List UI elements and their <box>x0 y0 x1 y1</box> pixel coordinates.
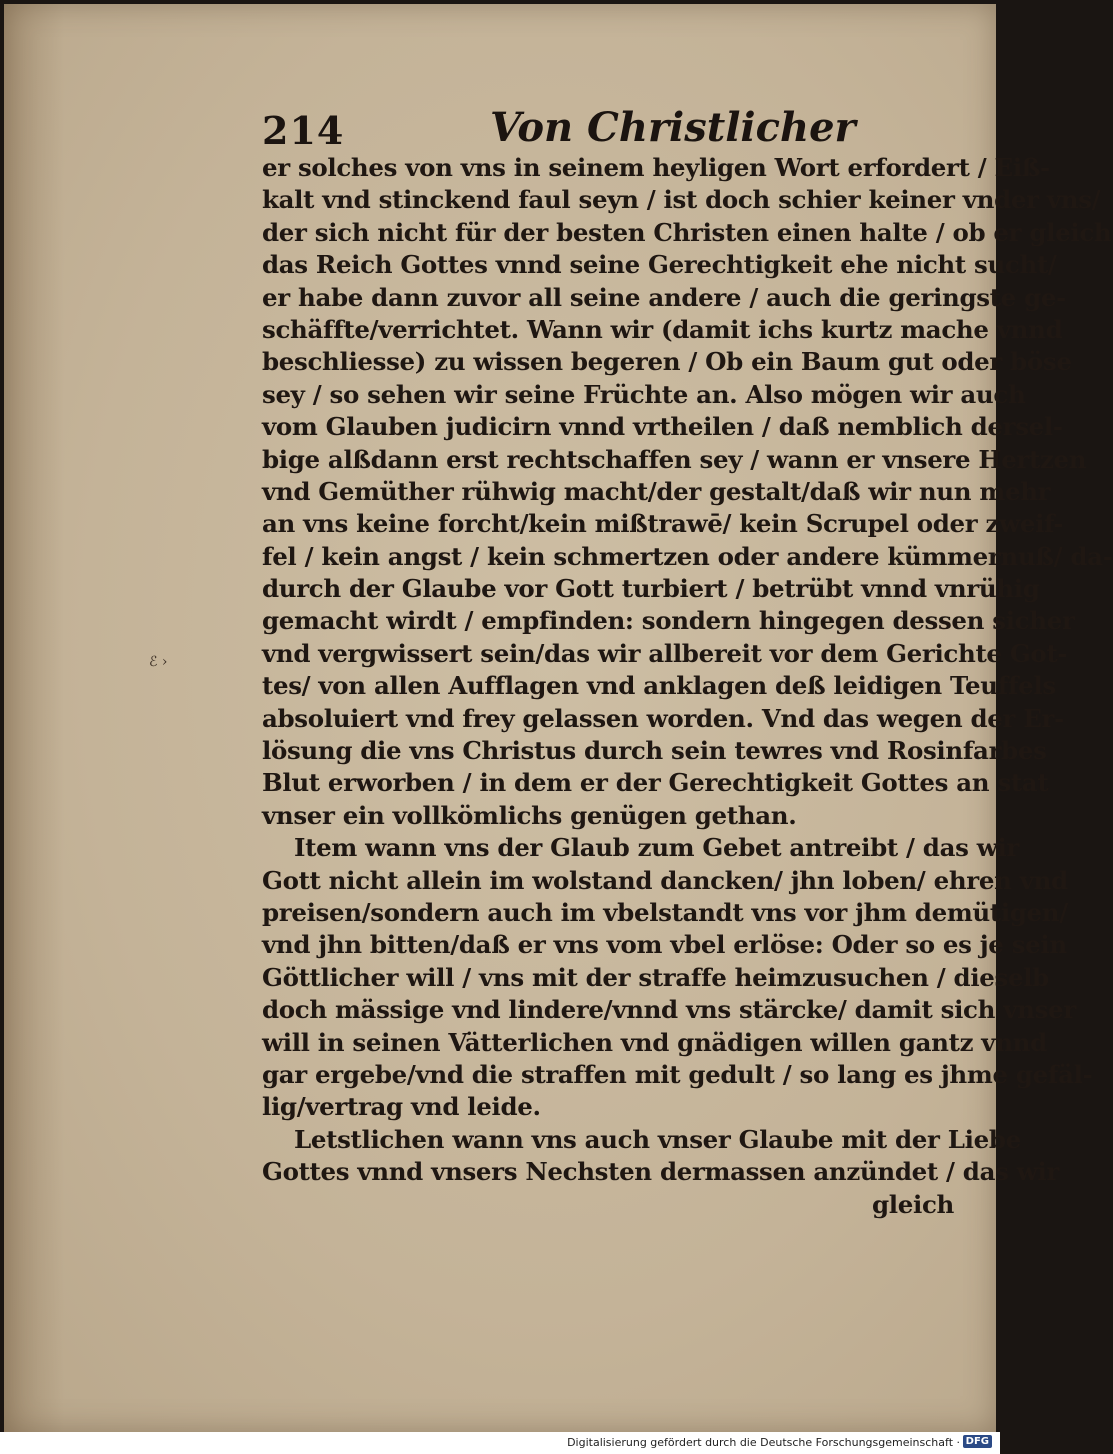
text-line: bige alßdann erst rechtschaffen sey / wann er vnsere Hertzen <box>262 444 1087 474</box>
text-line: er solches von vns in seinem heyligen Wort erfordert / Eiß- <box>262 153 1050 182</box>
text-line: gar ergebe/vnd die straffen mit gedult / so lang es jhme gefäl- <box>262 1059 1093 1089</box>
text-line: gemacht wirdt / empfinden: sondern hingegen dessen sicher <box>262 606 1075 636</box>
text-line: doch mässige vnd lindere/vnnd vns stärcke/ damit sich vnser <box>262 995 1076 1025</box>
body-text <box>262 152 1113 1221</box>
text-line: vnd Gemüther rühwig macht/der gestalt/daß wir nun mehr <box>262 476 1051 506</box>
text-line: Göttlicher will / vns mit der straffe heimzusuchen / dieselb <box>262 962 1049 992</box>
text-line: das Reich Gottes vnnd seine Gerechtigkeit ehe nicht sucht/ <box>262 250 1057 280</box>
footer-bar <box>0 1432 1000 1454</box>
text-line: vnser ein vollkömlichs genügen gethan. <box>262 800 797 830</box>
text-line: absoluiert vnd frey gelassen worden. Vnd das wegen der Er- <box>262 703 1064 733</box>
text-line: vom Glauben judicirn vnnd vrtheilen / daß nemblich dersel- <box>262 412 1063 442</box>
book-page <box>4 4 1113 1432</box>
paragraph-start-line: Item wann vns der Glaub zum Gebet antreibt / das wir <box>294 833 1019 863</box>
text-line: der sich nicht für der besten Christen einen halte / ob er gleich <box>262 217 1112 247</box>
paragraph-start-line: Letstlichen wann vns auch vnser Glaube mit der Liebe <box>294 1124 1021 1154</box>
text-line: er habe dann zuvor all seine andere / auch die geringste ge- <box>262 282 1066 312</box>
text-line: schäffte/verrichtet. Wann wir (damit ichs kurtz mache vnnd <box>262 314 1063 344</box>
margin-mark: ℰ › <box>149 654 168 670</box>
dfg-logo: DFG <box>963 1435 992 1448</box>
text-line: kalt vnd stinckend faul seyn / ist doch schier keiner vnder vns/ <box>262 185 1101 215</box>
text-line: vnd jhn bitten/daß er vns vom vbel erlöse: Oder so es je sein <box>262 930 1067 960</box>
text-line: Blut erworben / in dem er der Gerechtigkeit Gottes an stat <box>262 768 1049 798</box>
text-line: preisen/sondern auch im vbelstandt vns vor jhm demütigen/ <box>262 897 1068 927</box>
text-line: tes/ von allen Aufflagen vnd anklagen deß leidigen Teuffels <box>262 671 1056 701</box>
text-line: sey / so sehen wir seine Früchte an. Also mögen wir auch <box>262 379 1026 409</box>
text-line: lig/vertrag vnd leide. <box>262 1092 541 1122</box>
running-head: Von Christlicher <box>490 104 856 151</box>
text-line: will in seinen Vätterlichen vnd gnädigen willen gantz vnnd <box>262 1027 1047 1057</box>
text-line: lösung die vns Christus durch sein tewres vnd Rosinfarbes <box>262 736 1047 766</box>
gutter-shadow <box>4 4 64 1432</box>
text-line: Gottes vnnd vnsers Nechsten dermassen anzündet / das wir <box>262 1157 1059 1187</box>
text-line: vnd vergwissert sein/das wir allbereit vor dem Gerichte Got- <box>262 638 1068 668</box>
footer-credit: Digitalisierung gefördert durch die Deutsche Forschungsgemeinschaft · <box>567 1436 960 1449</box>
text-line: beschliesse) zu wissen begeren / Ob ein Baum gut oder böse <box>262 347 1072 377</box>
catchword: gleich <box>872 1189 954 1219</box>
text-line: Gott nicht allein im wolstand dancken/ jhn loben/ ehren vnd <box>262 865 1068 895</box>
text-line: an vns keine forcht/kein mißtrawē/ kein Scrupel oder zweif- <box>262 509 1064 539</box>
text-line: fel / kein angst / kein schmertzen oder andere kümmernuß/ da- <box>262 541 1113 571</box>
page-number: 214 <box>262 108 345 153</box>
text-line: durch der Glaube vor Gott turbiert / betrübt vnnd vnrühig <box>262 574 1040 604</box>
